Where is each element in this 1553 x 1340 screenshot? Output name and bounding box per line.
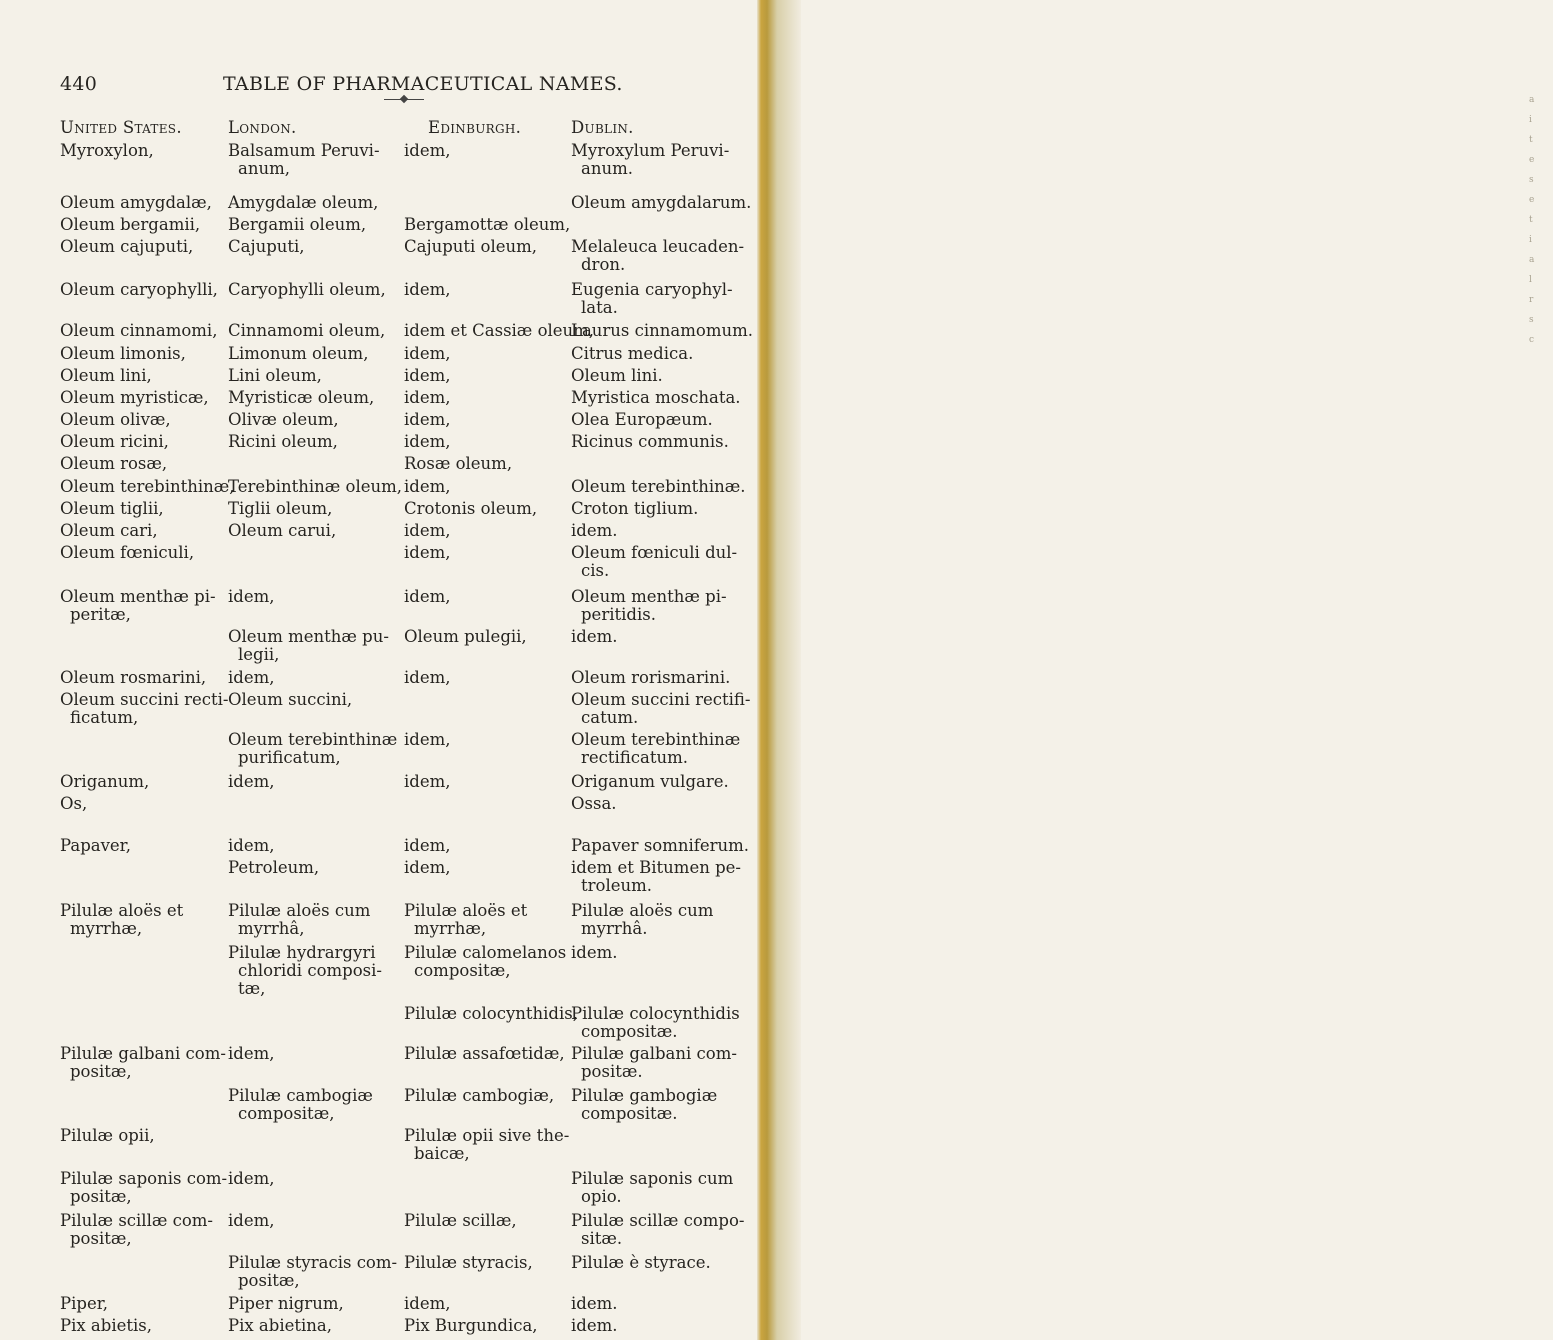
cell-line: idem et Bitumen pe- (571, 858, 741, 877)
cell-line: Pilulæ saponis com- (60, 1169, 228, 1188)
table-cell-edinburgh (404, 944, 566, 980)
cell-line: Oleum cari, (60, 521, 158, 540)
cell-line: purificatum, (238, 748, 341, 767)
cell-line: compositæ. (581, 1104, 678, 1123)
cell-line: Pilulæ opii, (60, 1126, 155, 1145)
column-header-united-states: United States. (60, 118, 182, 137)
cell-line: Eugenia caryophyl- (571, 280, 733, 299)
table-cell-london (228, 669, 275, 687)
table-cell-london (228, 1212, 275, 1230)
cell-line: idem, (404, 366, 451, 385)
cell-line: Oleum ricini, (60, 432, 169, 451)
cell-line: dron. (581, 255, 626, 274)
cell-line: Oleum tiglii, (60, 499, 164, 518)
table-cell-edinburgh (404, 628, 527, 646)
table-cell-dublin (571, 322, 753, 340)
cell-line: opio. (581, 1187, 622, 1206)
cell-line: Olivæ oleum, (228, 410, 339, 429)
table-cell-edinburgh (404, 544, 451, 562)
table-cell-london (228, 194, 378, 212)
cell-line: Petroleum, (228, 858, 320, 877)
table-cell-london (228, 902, 370, 938)
table-cell-london (228, 588, 275, 606)
table-cell-dublin (571, 544, 737, 580)
table-cell-edinburgh (404, 367, 451, 385)
cell-line: Oleum succini rectifi- (571, 690, 751, 709)
column-header-london: London. (228, 118, 297, 137)
cell-line: idem, (404, 344, 451, 363)
table-cell-united-states (60, 389, 209, 407)
cell-line: Oleum rosmarini, (60, 668, 207, 687)
cell-line: idem. (571, 1316, 618, 1335)
cell-line: Pilulæ cambogiæ, (404, 1086, 555, 1105)
cell-line: Pilulæ cambogiæ (228, 1086, 373, 1105)
table-cell-london (228, 142, 380, 178)
table-cell-london (228, 322, 385, 340)
cell-line: anum, (238, 159, 290, 178)
column-header-dublin: Dublin. (571, 118, 634, 137)
cell-line: Os, (60, 794, 88, 813)
cell-line: Ossa. (571, 794, 617, 813)
table-cell-dublin (571, 1212, 745, 1248)
cell-line: idem, (404, 772, 451, 791)
cell-line: legii, (238, 645, 280, 664)
cell-line: Pilulæ hydrargyri (228, 943, 376, 962)
table-cell-edinburgh (404, 478, 451, 496)
cell-line: Oleum rosæ, (60, 454, 168, 473)
table-cell-united-states (60, 795, 87, 813)
cell-line: positæ. (581, 1062, 643, 1081)
cell-line: compositæ, (414, 961, 511, 980)
table-cell-edinburgh (404, 281, 451, 299)
table-cell-dublin (571, 691, 750, 727)
table-cell-dublin (571, 500, 698, 518)
cell-line: Oleum terebinthinæ (228, 730, 398, 749)
cell-line: idem, (228, 836, 275, 855)
cell-line: Pilulæ scillæ compo- (571, 1211, 745, 1230)
table-cell-edinburgh (404, 522, 451, 540)
table-cell-united-states (60, 238, 193, 256)
table-cell-united-states (60, 455, 167, 473)
table-cell-united-states (60, 281, 218, 299)
cell-line: Pilulæ aloës cum (228, 901, 371, 920)
cell-line: Pilulæ aloës cum (571, 901, 714, 920)
cell-line: Oleum amygdalæ, (60, 193, 212, 212)
cell-line: idem, (404, 543, 451, 562)
cell-line: idem. (571, 521, 618, 540)
table-cell-edinburgh (404, 455, 512, 473)
cell-line: Pilulæ aloës et (60, 901, 184, 920)
cell-line: Laurus cinnamomum. (571, 321, 753, 340)
cell-line: troleum. (581, 876, 653, 895)
table-cell-united-states (60, 902, 183, 938)
table-cell-london (228, 859, 319, 877)
table-cell-london (228, 1254, 397, 1290)
table-cell-edinburgh (404, 1254, 533, 1272)
cell-line: tæ, (238, 979, 266, 998)
adjacent-page-edge: a i t e s e t i a l r s c (757, 0, 801, 1340)
table-cell-dublin (571, 628, 618, 646)
table-cell-london (228, 389, 374, 407)
cell-line: Rosæ oleum, (404, 454, 513, 473)
table-cell-dublin (571, 1295, 618, 1313)
cell-line: Terebinthinæ oleum, (228, 477, 403, 496)
table-cell-london (228, 1317, 332, 1335)
cell-line: Oleum menthæ pi- (571, 587, 727, 606)
cell-line: Oleum carui, (228, 521, 337, 540)
table-cell-edinburgh (404, 411, 451, 429)
cell-line: ficatum, (70, 708, 139, 727)
cell-line: Citrus medica. (571, 344, 694, 363)
cell-line: Oleum myristicæ, (60, 388, 209, 407)
cell-line: Piper, (60, 1294, 109, 1313)
cell-line: Oleum lini. (571, 366, 663, 385)
table-cell-london (228, 837, 275, 855)
cell-line: idem, (404, 388, 451, 407)
cell-line: idem. (571, 1294, 618, 1313)
cell-line: lata. (581, 298, 618, 317)
cell-line: Pilulæ styracis com- (228, 1253, 398, 1272)
cell-line: peritæ, (70, 605, 131, 624)
table-cell-london (228, 1087, 373, 1123)
cell-line: Melaleuca leucaden- (571, 237, 745, 256)
table-cell-edinburgh (404, 1127, 569, 1163)
table-cell-edinburgh (404, 669, 451, 687)
table-cell-united-states (60, 773, 149, 791)
table-cell-united-states (60, 142, 154, 160)
cell-line: idem. (571, 943, 618, 962)
cell-line: positæ, (70, 1187, 132, 1206)
table-cell-edinburgh (404, 773, 451, 791)
table-cell-edinburgh (404, 322, 594, 340)
table-cell-united-states (60, 1317, 152, 1335)
cell-line: Oleum bergamii, (60, 215, 201, 234)
cell-line: Myroxylum Peruvi- (571, 141, 730, 160)
cell-line: Myristicæ oleum, (228, 388, 375, 407)
table-cell-london (228, 731, 397, 767)
title-ornament-rule (384, 99, 424, 100)
cell-line: compositæ. (581, 1022, 678, 1041)
cell-line: Oleum lini, (60, 366, 152, 385)
cell-line: Oleum cajuputi, (60, 237, 194, 256)
cell-line: Pix Burgundica, (404, 1316, 538, 1335)
cell-line: Papaver, (60, 836, 132, 855)
cell-line: Pilulæ calomelanos (404, 943, 567, 962)
table-cell-edinburgh (404, 433, 451, 451)
cell-line: Pilulæ aloës et (404, 901, 528, 920)
cell-line: Ricinus communis. (571, 432, 729, 451)
table-cell-united-states (60, 216, 200, 234)
table-cell-london (228, 411, 339, 429)
table-cell-united-states (60, 478, 235, 496)
table-cell-edinburgh (404, 238, 537, 256)
cell-line: idem, (404, 410, 451, 429)
cell-line: Myroxylon, (60, 141, 154, 160)
cell-line: Oleum succini recti- (60, 690, 229, 709)
cell-line: Oleum rorismarini. (571, 668, 731, 687)
table-cell-dublin (571, 367, 663, 385)
cell-line: idem. (571, 627, 618, 646)
table-cell-london (228, 345, 368, 363)
cell-line: Crotonis oleum, (404, 499, 538, 518)
table-cell-dublin (571, 1254, 711, 1272)
cell-line: Oleum cinnamomi, (60, 321, 218, 340)
table-cell-dublin (571, 669, 730, 687)
cell-line: idem, (404, 730, 451, 749)
table-cell-united-states (60, 367, 152, 385)
cell-line: Origanum, (60, 772, 150, 791)
cell-line: Caryophylli oleum, (228, 280, 386, 299)
cell-line: Pilulæ colocynthidis (571, 1004, 740, 1023)
cell-line: Pilulæ scillæ com- (60, 1211, 214, 1230)
table-cell-edinburgh (404, 1087, 554, 1105)
cell-line: idem et Cassiæ oleum, (404, 321, 595, 340)
cell-line: Pilulæ assafœtidæ, (404, 1044, 565, 1063)
cell-line: Oleum terebinthinæ. (571, 477, 746, 496)
cell-line: Pilulæ styracis, (404, 1253, 533, 1272)
page-title: TABLE OF PHARMACEUTICAL NAMES. (223, 73, 623, 95)
table-cell-dublin (571, 731, 740, 767)
cell-line: Oleum olivæ, (60, 410, 171, 429)
cell-line: Oleum caryophylli, (60, 280, 218, 299)
cell-line: idem, (404, 432, 451, 451)
cell-line: idem, (228, 1044, 275, 1063)
table-cell-edinburgh (404, 1317, 538, 1335)
cell-line: positæ, (70, 1062, 132, 1081)
table-cell-london (228, 433, 338, 451)
table-cell-london (228, 773, 275, 791)
cell-line: Oleum terebinthinæ, (60, 477, 235, 496)
table-cell-dublin (571, 588, 727, 624)
cell-line: Pilulæ è styrace. (571, 1253, 711, 1272)
cell-line: idem, (228, 668, 275, 687)
table-cell-london (228, 281, 386, 299)
cell-line: idem, (404, 521, 451, 540)
cell-line: Balsamum Peruvi- (228, 141, 380, 160)
cell-line: Pix abietis, (60, 1316, 152, 1335)
cell-line: Amygdalæ oleum, (228, 193, 379, 212)
cell-line: positæ, (238, 1271, 300, 1290)
table-cell-london (228, 216, 366, 234)
cell-line: Oleum menthæ pi- (60, 587, 216, 606)
cell-line: myrrhæ, (70, 919, 143, 938)
table-cell-dublin (571, 238, 744, 274)
table-cell-edinburgh (404, 1005, 578, 1023)
table-cell-dublin (571, 142, 729, 178)
cell-line: Cajuputi oleum, (404, 237, 538, 256)
cell-line: Pilulæ gambogiæ (571, 1086, 718, 1105)
table-cell-london (228, 478, 402, 496)
cell-line: Oleum limonis, (60, 344, 186, 363)
table-cell-london (228, 1295, 344, 1313)
table-cell-dublin (571, 345, 693, 363)
cell-line: compositæ, (238, 1104, 335, 1123)
table-cell-london (228, 367, 322, 385)
cell-line: idem, (404, 280, 451, 299)
cell-line: Bergamii oleum, (228, 215, 367, 234)
cell-line: Oleum fœniculi, (60, 543, 195, 562)
cell-line: idem, (404, 141, 451, 160)
table-cell-united-states (60, 322, 217, 340)
table-cell-london (228, 500, 332, 518)
cell-line: Croton tiglium. (571, 499, 699, 518)
column-header-edinburgh: Edinburgh. (428, 118, 522, 137)
cell-line: myrrhæ, (414, 919, 487, 938)
table-cell-dublin (571, 773, 729, 791)
table-cell-dublin (571, 411, 713, 429)
cell-line: Pilulæ saponis cum (571, 1169, 734, 1188)
cell-line: Oleum menthæ pu- (228, 627, 389, 646)
table-cell-london (228, 944, 382, 998)
table-cell-dublin (571, 1317, 618, 1335)
cell-line: Ricini oleum, (228, 432, 338, 451)
table-cell-dublin (571, 281, 733, 317)
cell-line: idem, (228, 1211, 275, 1230)
table-cell-edinburgh (404, 731, 451, 749)
cell-line: Myristica moschata. (571, 388, 741, 407)
cell-line: rectificatum. (581, 748, 689, 767)
table-cell-united-states (60, 411, 171, 429)
table-cell-dublin (571, 433, 729, 451)
table-cell-united-states (60, 669, 206, 687)
cell-line: Pilulæ galbani com- (571, 1044, 737, 1063)
cell-line: idem, (404, 836, 451, 855)
cell-line: Pilulæ colocynthidis, (404, 1004, 578, 1023)
table-cell-london (228, 238, 305, 256)
table-cell-edinburgh (404, 1045, 565, 1063)
cell-line: Oleum amygdalarum. (571, 193, 752, 212)
cell-line: myrrhâ. (581, 919, 648, 938)
table-cell-edinburgh (404, 216, 570, 234)
table-cell-united-states (60, 837, 131, 855)
table-cell-dublin (571, 194, 751, 212)
cell-line: idem, (404, 858, 451, 877)
cell-line: Origanum vulgare. (571, 772, 729, 791)
cell-line: Pilulæ scillæ, (404, 1211, 517, 1230)
table-cell-dublin (571, 795, 617, 813)
cell-line: Oleum fœniculi dul- (571, 543, 738, 562)
table-cell-dublin (571, 1005, 740, 1041)
cell-line: Olea Europæum. (571, 410, 713, 429)
page-number: 440 (60, 73, 98, 95)
table-cell-united-states (60, 691, 228, 727)
table-cell-dublin (571, 859, 741, 895)
table-cell-edinburgh (404, 389, 451, 407)
cell-line: Tiglii oleum, (228, 499, 333, 518)
cell-line: idem, (404, 668, 451, 687)
table-cell-dublin (571, 944, 618, 962)
table-cell-london (228, 522, 336, 540)
cell-line: positæ, (70, 1229, 132, 1248)
cell-line: idem, (404, 587, 451, 606)
cell-line: Lini oleum, (228, 366, 322, 385)
table-cell-edinburgh (404, 902, 527, 938)
cell-line: Cajuputi, (228, 237, 305, 256)
table-cell-united-states (60, 522, 158, 540)
cell-line: idem, (404, 477, 451, 496)
cell-line: Papaver somniferum. (571, 836, 750, 855)
cell-line: baicæ, (414, 1144, 470, 1163)
table-cell-london (228, 628, 389, 664)
table-cell-edinburgh (404, 1295, 451, 1313)
table-cell-united-states (60, 588, 216, 624)
table-cell-edinburgh (404, 837, 451, 855)
cell-line: Pix abietina, (228, 1316, 332, 1335)
table-cell-edinburgh (404, 500, 537, 518)
table-cell-edinburgh (404, 859, 451, 877)
table-cell-london (228, 1045, 275, 1063)
cell-line: cis. (581, 561, 610, 580)
cell-line: Oleum pulegii, (404, 627, 527, 646)
cell-line: Bergamottæ oleum, (404, 215, 571, 234)
table-cell-united-states (60, 500, 164, 518)
table-cell-dublin (571, 902, 713, 938)
cell-line: anum. (581, 159, 633, 178)
cell-line: idem, (228, 1169, 275, 1188)
table-cell-dublin (571, 478, 746, 496)
table-cell-united-states (60, 345, 186, 363)
cell-line: Piper nigrum, (228, 1294, 344, 1313)
cell-line: chloridi composi- (238, 961, 382, 980)
table-cell-edinburgh (404, 588, 451, 606)
cell-line: idem, (404, 1294, 451, 1313)
cell-line: Oleum terebinthinæ (571, 730, 741, 749)
table-cell-united-states (60, 433, 169, 451)
table-cell-united-states (60, 1212, 213, 1248)
table-cell-united-states (60, 1170, 227, 1206)
table-cell-dublin (571, 1087, 717, 1123)
cell-line: Oleum succini, (228, 690, 353, 709)
cell-line: Pilulæ galbani com- (60, 1044, 226, 1063)
table-cell-united-states (60, 1295, 108, 1313)
table-cell-edinburgh (404, 142, 451, 160)
table-cell-edinburgh (404, 345, 451, 363)
cell-line: Pilulæ opii sive the- (404, 1126, 570, 1145)
cell-line: idem, (228, 587, 275, 606)
table-cell-dublin (571, 522, 618, 540)
cell-line: peritidis. (581, 605, 656, 624)
cell-line: Cinnamomi oleum, (228, 321, 386, 340)
cell-line: catum. (581, 708, 639, 727)
table-cell-dublin (571, 837, 749, 855)
cell-line: sitæ. (581, 1229, 623, 1248)
table-cell-dublin (571, 1045, 737, 1081)
table-cell-united-states (60, 1127, 155, 1145)
table-cell-london (228, 1170, 275, 1188)
cell-line: Limonum oleum, (228, 344, 369, 363)
cell-line: idem, (228, 772, 275, 791)
table-cell-edinburgh (404, 1212, 517, 1230)
table-cell-dublin (571, 389, 741, 407)
cell-line: myrrhâ, (238, 919, 305, 938)
table-cell-united-states (60, 194, 212, 212)
table-cell-united-states (60, 1045, 226, 1081)
table-cell-united-states (60, 544, 194, 562)
table-cell-dublin (571, 1170, 733, 1206)
table-cell-london (228, 691, 352, 709)
